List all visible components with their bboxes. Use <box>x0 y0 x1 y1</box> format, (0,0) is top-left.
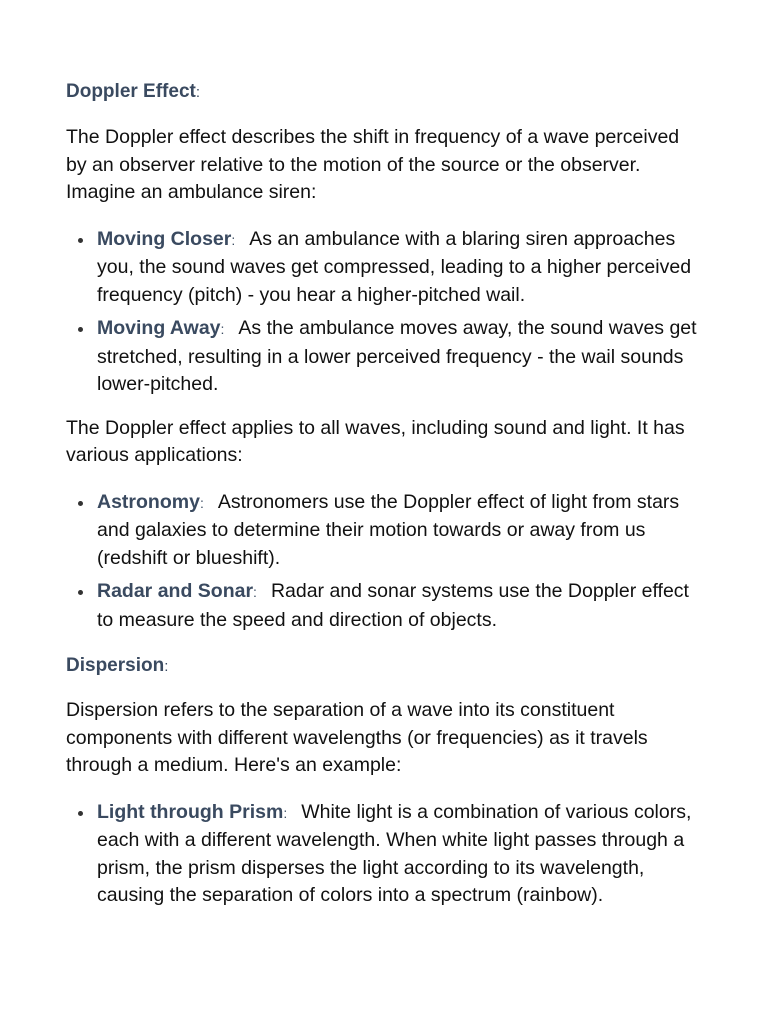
bullet-text: As an ambulance with a blaring siren approaches you, the sound waves get compressed, leading to a higher perceived frequency (pitch) - you hear a higher-pitched wail. <box>97 227 692 306</box>
doppler-applications-intro: The Doppler effect applies to all waves, including sound and light. It has various applications: <box>66 416 685 466</box>
bullet-dot <box>78 327 83 332</box>
dispersion-example-list <box>66 799 704 910</box>
bullet-text: As the ambulance moves away, the sound waves get stretched, resulting in a lower perceived frequency - the wail sounds lower-pitched. <box>97 317 697 395</box>
bullet-text: Radar and sonar systems use the Doppler effect to measure the speed and direction of objects. <box>97 580 689 631</box>
dispersion-heading-text: Dispersion <box>66 655 165 676</box>
doppler-applications-list <box>66 489 704 635</box>
doppler-heading-text: Doppler Effect <box>66 81 196 102</box>
bullet-colon: : <box>253 584 257 600</box>
bullet-dot <box>78 590 83 595</box>
list-item <box>66 315 704 399</box>
doppler-intro: The Doppler effect describes the shift in frequency of a wave perceived by an observer relative to the motion of the source or the observer. Imagine an ambulance siren: <box>66 126 680 203</box>
doppler-heading <box>66 0 704 107</box>
bullet-term: Astronomy <box>97 490 200 513</box>
doppler-heading-colon: : <box>195 84 201 101</box>
bullet-text: Astronomers use the Doppler effect of light from stars and galaxies to determine their motion towards or away from us (redshift or blueshift). <box>97 490 680 569</box>
bullet-colon: : <box>199 494 204 511</box>
bullet-dot <box>78 811 83 816</box>
bullet-dot <box>78 238 83 243</box>
bullet-term: Moving Away <box>97 317 221 339</box>
bullet-colon: : <box>283 804 288 821</box>
bullet-term: Radar and Sonar <box>97 580 254 602</box>
doppler-motion-list <box>66 226 704 399</box>
bullet-colon: : <box>231 231 236 248</box>
bullet-text: White light is a combination of various colors, each with a different wavelength. When white light passes through a prism, the prism disperses the light according to its wavelength, causing the separation of colors into a spectrum (rainbow). <box>97 800 692 906</box>
bullet-term: Moving Closer <box>97 227 232 250</box>
list-item <box>66 799 704 910</box>
bullet-dot <box>78 501 83 506</box>
bullet-colon: : <box>220 321 225 337</box>
dispersion-intro: Dispersion refers to the separation of a wave into its constituent components with different wavelengths (or frequencies) as it travels through a medium. Here's an example: <box>66 699 648 776</box>
bullet-term: Light through Prism <box>97 800 284 823</box>
dispersion-heading <box>66 652 704 681</box>
dispersion-heading-colon: : <box>164 658 169 675</box>
list-item <box>66 226 704 310</box>
list-item <box>66 489 704 573</box>
list-item <box>66 578 704 634</box>
